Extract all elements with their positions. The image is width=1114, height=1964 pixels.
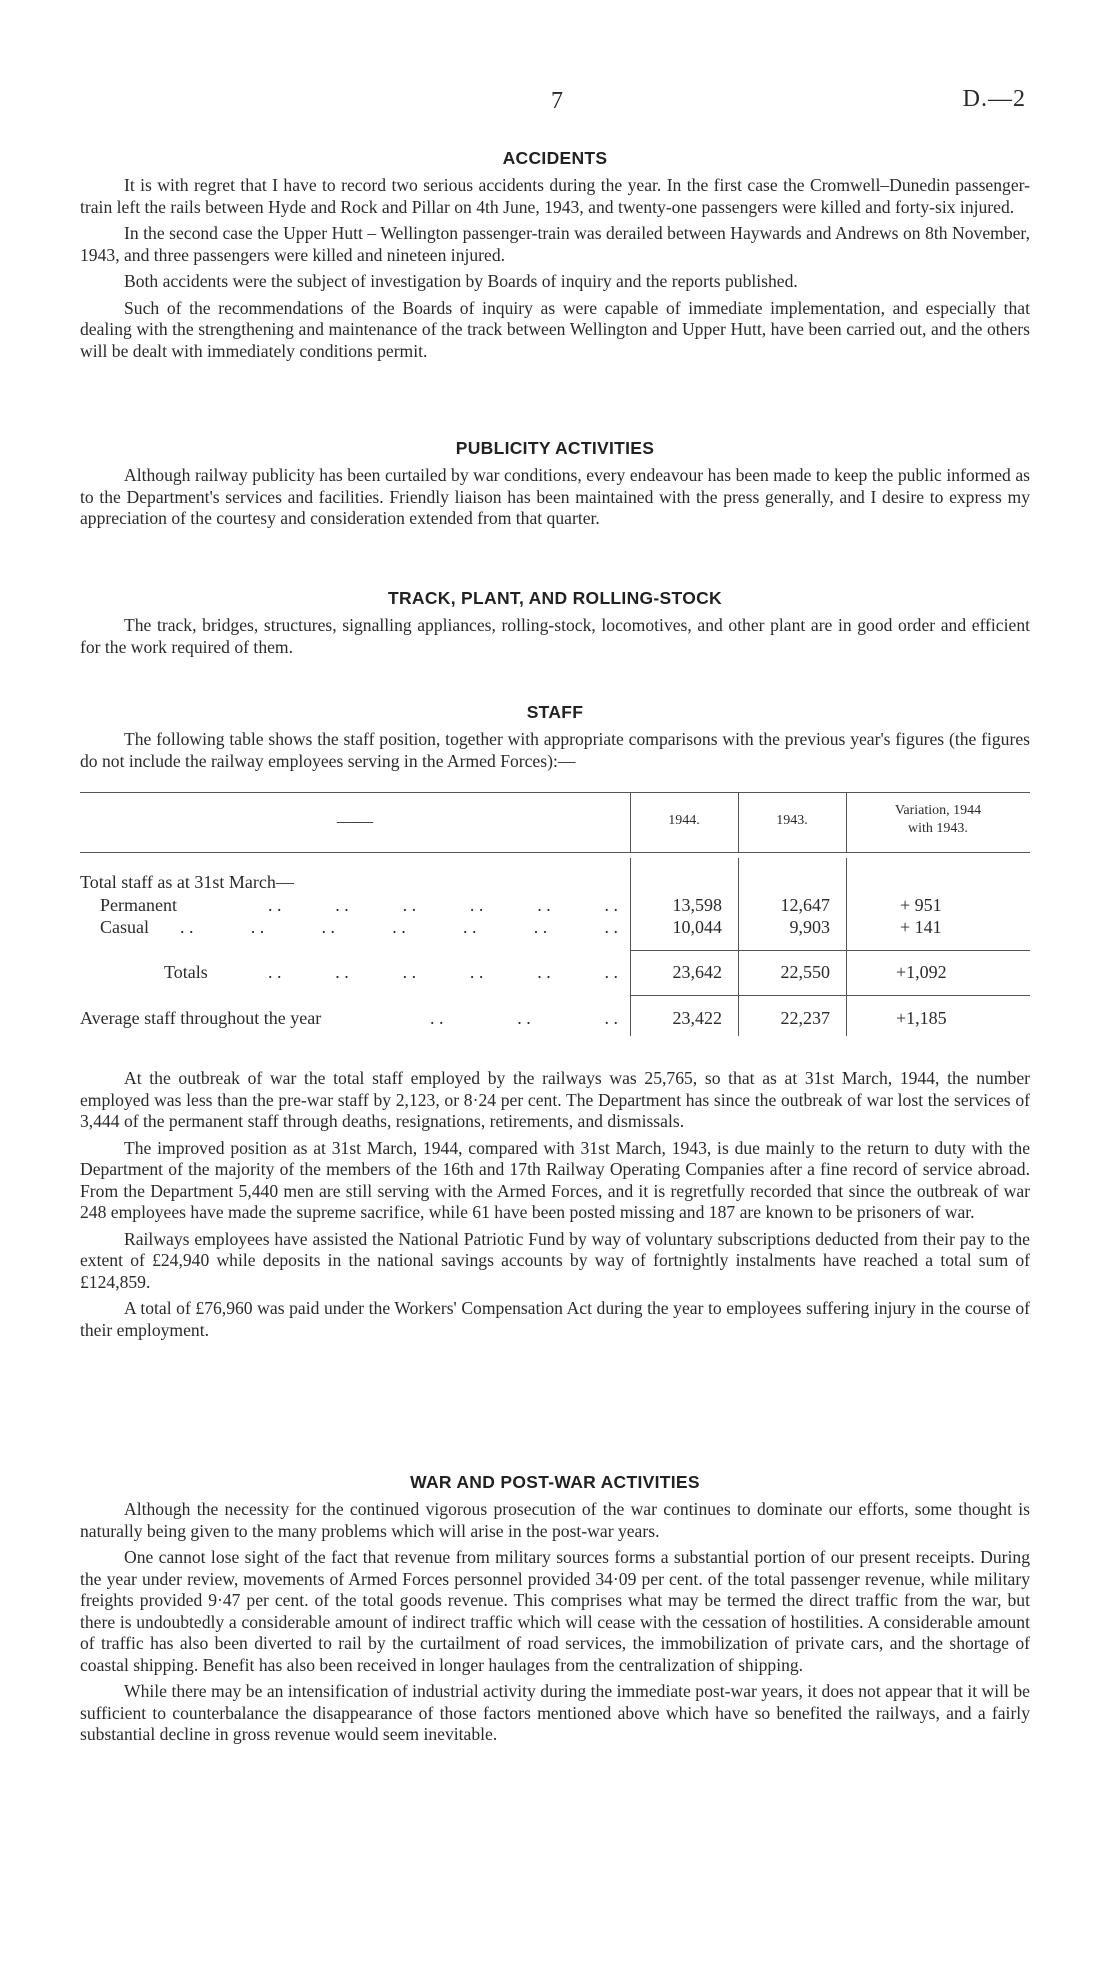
paragraph: Railways employees have assisted the National Patriotic Fund by way of voluntary subscriptions deducted from their pay to the extent of £24,940 while deposits in the national savings accounts by way of fortnightly instalments have reached a total sum of £124,859.	[80, 1228, 1030, 1292]
table-row-label-totals: Totals	[164, 962, 208, 982]
table-rule	[80, 792, 1030, 793]
section-staff-text	[80, 1068, 1030, 1346]
section-heading-accidents: ACCIDENTS	[502, 148, 608, 168]
table-header-label: ——	[337, 811, 373, 831]
table-cell-permanent-1944: 13,598	[672, 895, 722, 915]
table-header-variation	[846, 802, 1030, 838]
section-accidents	[80, 148, 1030, 367]
paragraph: At the outbreak of war the total staff employed by the railways was 25,765, so that as at 31st March, 1944, the number employed was less than the pre-war staff by 2,123, or 8·24 per cent. The Department has since the outbreak of war lost the services of 3,444 of the permanent staff through deaths, resignations, retirements, and dismissals.	[80, 1068, 1030, 1131]
table-row-label-permanent: Permanent	[100, 895, 177, 915]
paragraph: Both accidents were the subject of investigation by Boards of inquiry and the reports published.	[124, 271, 798, 291]
paragraph: Such of the recommendations of the Boards of inquiry as were capable of immediate implementation, and especially that dealing with the strengthening and maintenance of the track between Wellington and Upper Hutt, have been carried out, and the others will be dealt with immediately conditions permit.	[80, 297, 1030, 361]
section-heading-track: TRACK, PLANT, AND ROLLING-STOCK	[387, 588, 722, 608]
table-cell-permanent-variation: + 951	[900, 895, 942, 915]
table-rule	[630, 995, 1030, 996]
table-cell-casual-1944: 10,044	[672, 917, 722, 937]
paragraph: While there may be an intensification of industrial activity during the immediate post-war years, it does not appear that it will be sufficient to counterbalance the disappearance of those factors mentioned above which have so benefited the railways, and a fairly substantial decline in gross revenue would seem inevitable.	[80, 1681, 1030, 1744]
table-cell-average-1943: 22,237	[780, 1008, 830, 1028]
table-cell-permanent-1943: 12,647	[780, 895, 830, 915]
leader-dots: . . . . . . . . . . . . . .	[180, 917, 618, 937]
section-heading-publicity: PUBLICITY ACTIVITIES	[455, 438, 655, 458]
leader-dots: . . . . . . . . . . . .	[268, 895, 618, 915]
section-track	[80, 588, 1030, 663]
table-header-1944: 1944.	[668, 813, 700, 828]
table-header-1943: 1943.	[776, 813, 808, 828]
table-group-label: Total staff as at 31st March—	[80, 872, 294, 892]
table-cell-average-variation: +1,185	[896, 1008, 947, 1028]
table-cell-average-1944: 23,422	[672, 1008, 722, 1028]
table-cell-casual-variation: + 141	[900, 917, 942, 937]
section-staff	[80, 702, 1030, 777]
table-row-label-average: Average staff throughout the year	[80, 1008, 322, 1028]
paragraph: Although railway publicity has been curtailed by war conditions, every endeavour has been made to keep the public informed as to the Department's services and facilities. Friendly liaison has been maintained with the press generally, and I desire to express my appreciation of the courtesy and consideration extended from that quarter.	[80, 465, 1030, 528]
section-heading-staff: STAFF	[526, 702, 584, 722]
table-rule	[630, 950, 1030, 951]
paragraph: The track, bridges, structures, signalling appliances, rolling-stock, locomotives, and other plant are in good order and efficient for the work required of them.	[80, 615, 1030, 657]
section-heading-war: WAR AND POST-WAR ACTIVITIES	[410, 1472, 700, 1492]
table-header-variation-line2: with 1943.	[908, 821, 968, 836]
table-row-label-casual: Casual	[100, 917, 149, 937]
table-rule	[80, 852, 1030, 853]
leader-dots: . . . . . . . . . . . .	[268, 962, 618, 982]
page-number: 7	[551, 88, 563, 114]
table-cell-casual-1943: 9,903	[789, 917, 830, 937]
table-cell-totals-1944: 23,642	[672, 962, 722, 982]
paragraph: A total of £76,960 was paid under the Workers' Compensation Act during the year to employees suffering injury in the course of their employment.	[80, 1298, 1030, 1340]
table-cell-totals-variation: +1,092	[896, 962, 947, 982]
table-header-variation-line1: Variation, 1944	[894, 803, 982, 818]
paragraph: One cannot lose sight of the fact that revenue from military sources forms a substantial portion of our present receipts. During the year under review, movements of Armed Forces personnel provided 34·09 per cent. of the total passenger revenue, while military freights provided 9·47 per cent. of the total goods revenue. This comprises what may be termed the direct traffic from the war, but there is undoubtedly a considerable amount of indirect traffic which will cease with the cessation of hostilities. A considerable amount of traffic has also been diverted to rail by the curtailment of road services, the immobilization of private cars, and the shortage of coastal shipping. Benefit has also been received in longer haulages from the centralization of shipping.	[80, 1547, 1030, 1675]
paragraph: Although the necessity for the continued vigorous prosecution of the war continues to dominate our efforts, some thought is naturally being given to the many problems which will arise in the post-war years.	[80, 1499, 1030, 1541]
paragraph: In the second case the Upper Hutt – Wellington passenger-train was derailed between Haywards and Andrews on 8th November, 1943, and three passengers were killed and nineteen injured.	[80, 223, 1030, 265]
paragraph: It is with regret that I have to record two serious accidents during the year. In the first case the Cromwell–Dunedin passenger-train left the rails between Hyde and Rock and Pillar on 4th June, 1943, and twenty-one passengers were killed and forty-six injured.	[80, 175, 1030, 217]
document-code: D.—2	[962, 86, 1026, 112]
paragraph: The following table shows the staff position, together with appropriate comparisons with the previous year's figures (the figures do not include the railway employees serving in the Armed Forces):—	[80, 729, 1030, 771]
section-publicity	[80, 438, 1030, 535]
leader-dots: . . . . . .	[430, 1008, 618, 1028]
section-war	[80, 1472, 1030, 1751]
paragraph: The improved position as at 31st March, 1944, compared with 31st March, 1943, is due mainly to the return to duty with the Department of the majority of the members of the 16th and 17th Railway Operating Companies after a fine record of service abroad. From the Department 5,440 men are still serving with the Armed Forces, and it is regretfully recorded that since the outbreak of war 248 employees have made the supreme sacrifice, while 61 have been posted missing and 187 are known to be prisoners of war.	[80, 1137, 1030, 1222]
table-cell-totals-1943: 22,550	[780, 962, 830, 982]
table-divider	[846, 858, 847, 1036]
